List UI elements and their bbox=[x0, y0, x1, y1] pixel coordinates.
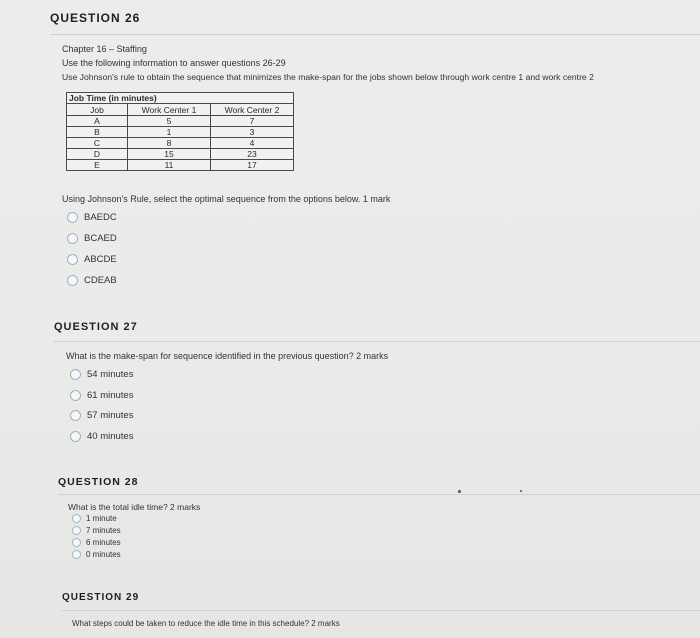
johnson-rule-instructions: Use Johnson's rule to obtain the sequence that minimizes the make-span for the jobs shown below through work centre 1 and work centre 2 bbox=[62, 72, 594, 82]
question-28-heading: QUESTION 28 bbox=[58, 476, 139, 488]
job-cell: B bbox=[67, 127, 128, 138]
option-54-minutes[interactable] bbox=[70, 369, 133, 380]
wc2-cell: 23 bbox=[211, 149, 294, 160]
option-label: 7 minutes bbox=[86, 526, 121, 535]
job-cell: E bbox=[67, 160, 128, 171]
option-label: BAEDC bbox=[84, 212, 117, 223]
screen-speck bbox=[458, 490, 461, 493]
radio-button[interactable] bbox=[72, 550, 81, 559]
table-title: Job Time (in minutes) bbox=[67, 93, 294, 104]
option-1-minute[interactable] bbox=[72, 514, 117, 523]
question-26-divider bbox=[50, 34, 700, 35]
question-29-prompt: What steps could be taken to reduce the idle time in this schedule? 2 marks bbox=[72, 619, 340, 628]
option-baedc[interactable] bbox=[67, 212, 117, 223]
chapter-label: Chapter 16 – Staffing bbox=[62, 44, 147, 54]
radio-button[interactable] bbox=[70, 390, 81, 401]
option-cdeab[interactable] bbox=[67, 275, 117, 286]
option-57-minutes[interactable] bbox=[70, 410, 133, 421]
wc1-cell: 8 bbox=[128, 138, 211, 149]
radio-button[interactable] bbox=[67, 212, 78, 223]
radio-button[interactable] bbox=[67, 233, 78, 244]
option-label: 54 minutes bbox=[87, 369, 134, 380]
option-label: 40 minutes bbox=[87, 431, 134, 442]
question-29-divider bbox=[62, 610, 700, 611]
radio-button[interactable] bbox=[70, 369, 81, 380]
question-27-heading: QUESTION 27 bbox=[54, 321, 138, 333]
option-61-minutes[interactable] bbox=[70, 390, 133, 401]
option-0-minutes[interactable] bbox=[72, 550, 121, 559]
column-header-work-center-2: Work Center 2 bbox=[211, 104, 294, 116]
table-row bbox=[67, 160, 294, 171]
radio-button[interactable] bbox=[72, 538, 81, 547]
question-26-heading: QUESTION 26 bbox=[50, 11, 141, 25]
option-label: BCAED bbox=[84, 233, 117, 244]
wc2-cell: 17 bbox=[211, 160, 294, 171]
question-26-prompt: Using Johnson's Rule, select the optimal sequence from the options below. 1 mark bbox=[62, 194, 391, 204]
question-27-divider bbox=[54, 341, 700, 342]
table-row bbox=[67, 116, 294, 127]
job-cell: C bbox=[67, 138, 128, 149]
wc1-cell: 11 bbox=[128, 160, 211, 171]
table-row bbox=[67, 127, 294, 138]
option-abcde[interactable] bbox=[67, 254, 117, 265]
option-label: 1 minute bbox=[86, 514, 117, 523]
option-6-minutes[interactable] bbox=[72, 538, 121, 547]
radio-button[interactable] bbox=[72, 526, 81, 535]
question-27-prompt: What is the make-span for sequence identified in the previous question? 2 marks bbox=[66, 351, 389, 361]
wc2-cell: 4 bbox=[211, 138, 294, 149]
option-bcaed[interactable] bbox=[67, 233, 117, 244]
column-header-job: Job bbox=[67, 104, 128, 116]
job-time-table bbox=[66, 92, 294, 171]
radio-button[interactable] bbox=[70, 431, 81, 442]
question-29-heading: QUESTION 29 bbox=[62, 592, 140, 603]
radio-button[interactable] bbox=[72, 514, 81, 523]
radio-button[interactable] bbox=[67, 275, 78, 286]
job-cell: A bbox=[67, 116, 128, 127]
instructions-line: Use the following information to answer questions 26-29 bbox=[62, 58, 286, 68]
job-cell: D bbox=[67, 149, 128, 160]
option-label: 61 minutes bbox=[87, 390, 134, 401]
table-row bbox=[67, 149, 294, 160]
option-label: 6 minutes bbox=[86, 538, 121, 547]
table-row bbox=[67, 138, 294, 149]
option-label: ABCDE bbox=[84, 254, 117, 265]
radio-button[interactable] bbox=[67, 254, 78, 265]
wc2-cell: 7 bbox=[211, 116, 294, 127]
wc1-cell: 1 bbox=[128, 127, 211, 138]
option-40-minutes[interactable] bbox=[70, 431, 133, 442]
wc1-cell: 5 bbox=[128, 116, 211, 127]
screen-speck bbox=[520, 490, 522, 492]
option-label: 0 minutes bbox=[86, 550, 121, 559]
wc1-cell: 15 bbox=[128, 149, 211, 160]
option-label: CDEAB bbox=[84, 275, 117, 286]
question-28-prompt: What is the total idle time? 2 marks bbox=[68, 502, 201, 512]
option-7-minutes[interactable] bbox=[72, 526, 121, 535]
radio-button[interactable] bbox=[70, 410, 81, 421]
question-28-divider bbox=[58, 494, 700, 495]
option-label: 57 minutes bbox=[87, 410, 134, 421]
wc2-cell: 3 bbox=[211, 127, 294, 138]
column-header-work-center-1: Work Center 1 bbox=[128, 104, 211, 116]
